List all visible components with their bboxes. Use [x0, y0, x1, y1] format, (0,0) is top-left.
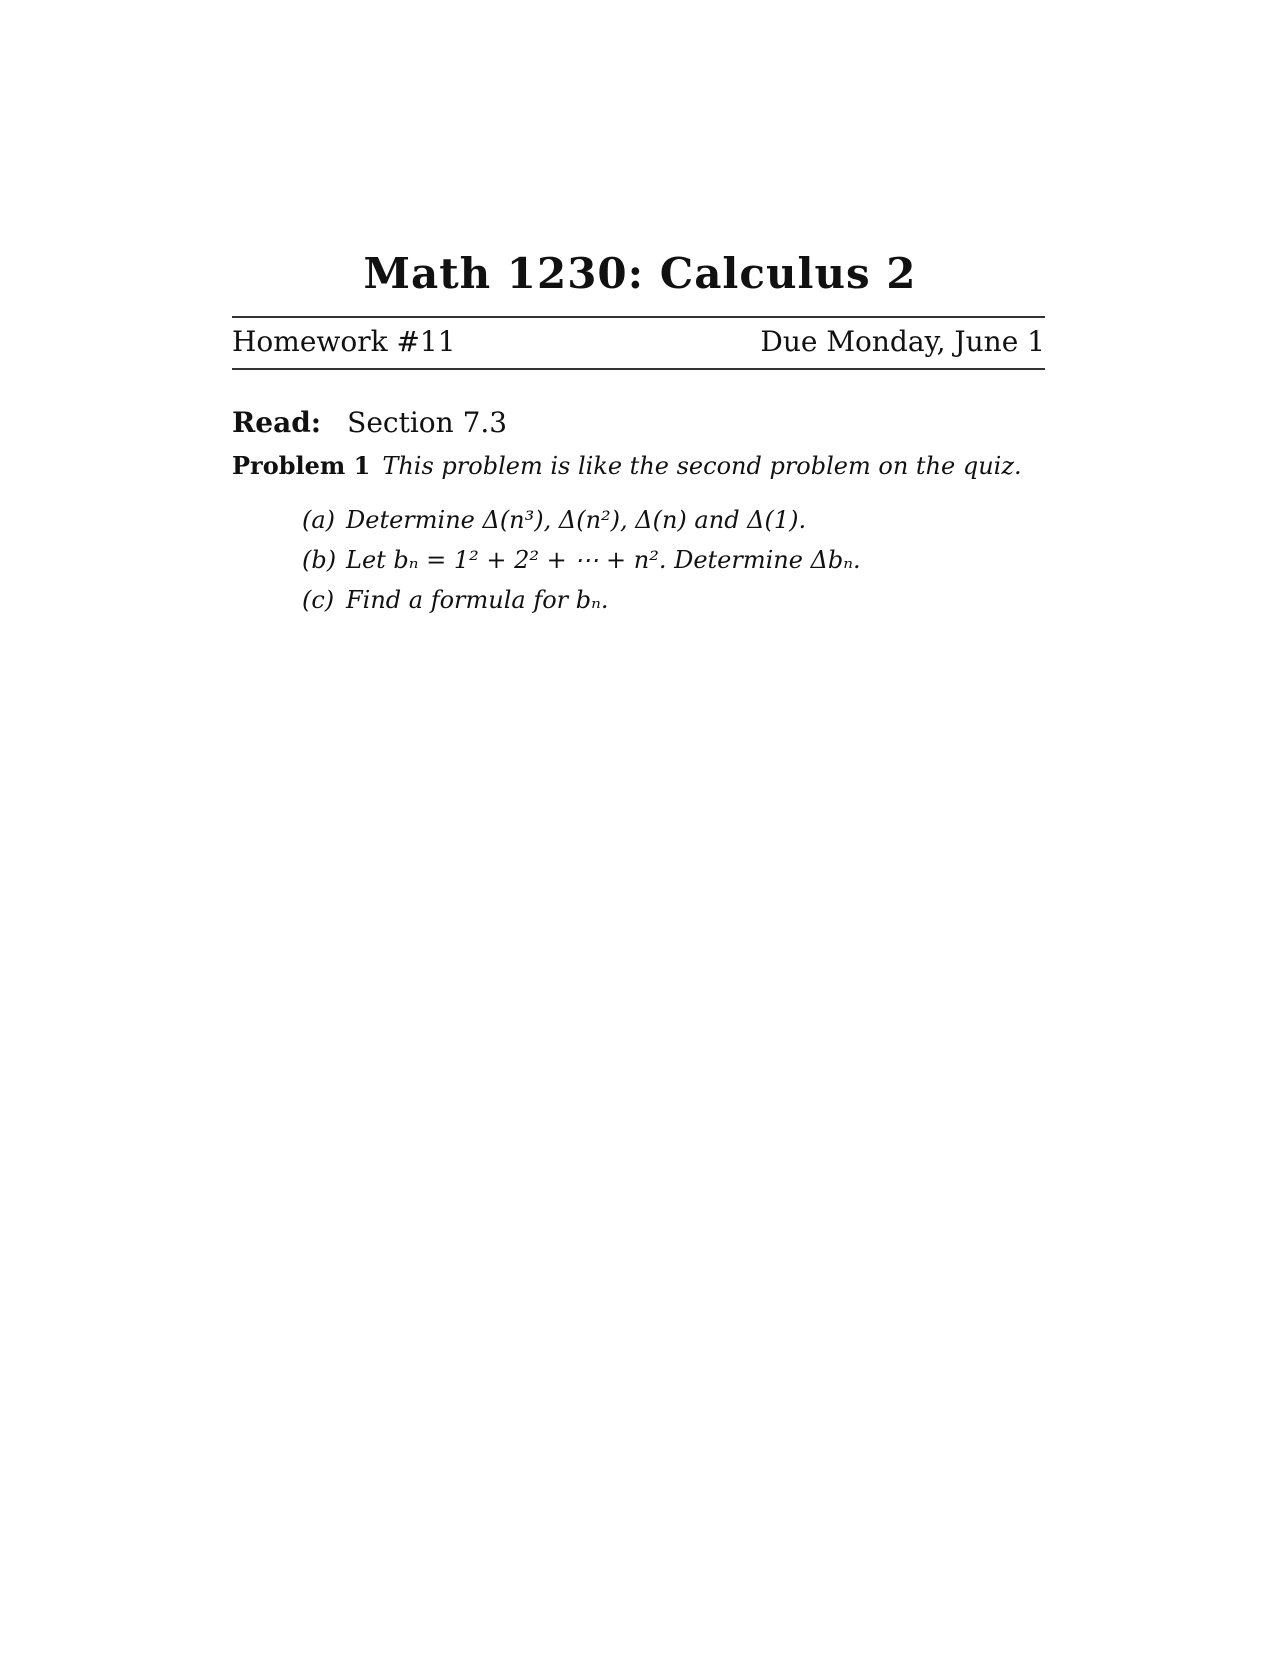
reading-assignment: [232, 405, 507, 441]
problem-label: Problem 1: [232, 451, 371, 480]
part-label: (b): [302, 546, 337, 574]
part-text: Find a formula for bₙ.: [346, 586, 609, 614]
part-text: Let bₙ = 1² + 2² + ⋯ + n². Determine Δbₙ.: [346, 546, 861, 574]
problem-parts: [302, 500, 861, 620]
part-label: (c): [302, 586, 335, 614]
problem-part-c: [302, 580, 861, 620]
course-title: Math 1230: Calculus 2: [363, 249, 917, 298]
problem-part-b: [302, 540, 861, 580]
problem-intro: This problem is like the second problem on the quiz.: [382, 452, 1022, 480]
header-bottom-rule: [232, 368, 1045, 370]
problem-part-a: [302, 500, 861, 540]
part-text: Determine Δ(n³), Δ(n²), Δ(n) and Δ(1).: [346, 506, 807, 534]
problem-heading: [232, 450, 1022, 482]
reading-section: Section 7.3: [347, 406, 508, 439]
part-label: (a): [302, 506, 336, 534]
assignment-label: Homework #11: [232, 325, 456, 358]
reading-label: Read:: [232, 406, 322, 439]
header-top-rule: [232, 316, 1045, 318]
due-date: Due Monday, June 1: [760, 325, 1045, 358]
